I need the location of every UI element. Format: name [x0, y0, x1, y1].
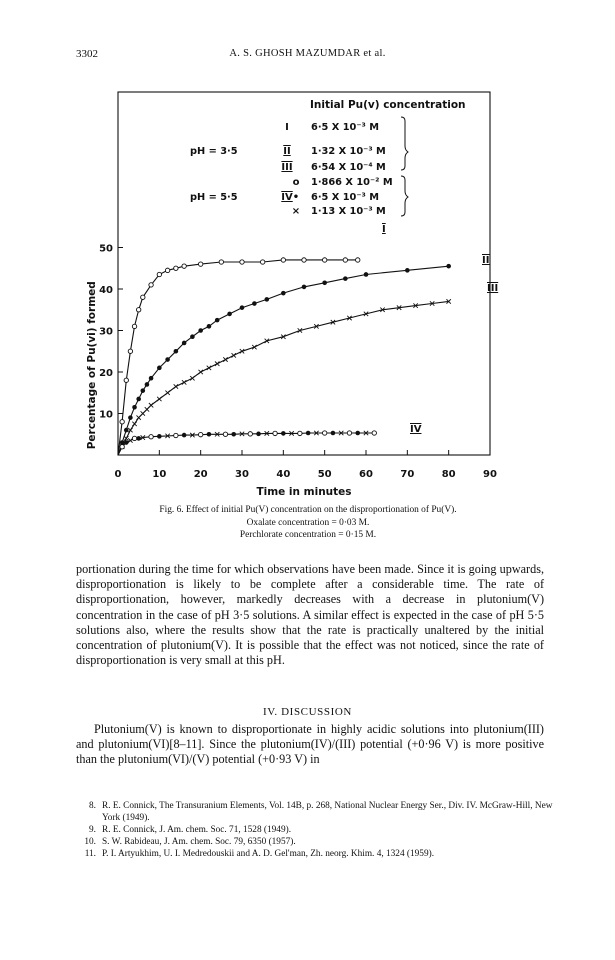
legend-brace: [401, 117, 408, 170]
reference-number: 9.: [89, 825, 96, 835]
data-point: [198, 262, 202, 266]
data-point: [141, 295, 145, 299]
data-point: [128, 349, 132, 353]
x-tick-label: 40: [276, 469, 291, 480]
data-point: [165, 391, 169, 395]
data-point: [248, 432, 252, 436]
legend-roman-numeral: I: [285, 122, 289, 133]
data-point: [347, 431, 351, 435]
data-point: [141, 388, 146, 393]
curve-label-II: II: [482, 255, 490, 266]
reference-text: S. W. Rabideau, J. Am. chem. Soc. 79, 6350 (1957).: [102, 837, 296, 847]
data-point: [124, 378, 128, 382]
data-point: [136, 415, 140, 419]
data-point: [207, 432, 212, 437]
data-point: [355, 431, 360, 436]
page-number: 3302: [76, 48, 98, 60]
data-point: [128, 415, 133, 420]
body-paragraph-1: portionation during the time for which observations have been made. Since it is going upwards, disproportionation is likely to be complete after a considerable time. The rate of disproportionation, however, markedly decreases with a decrease in plutonium(V) concentration in the case of pH 3·5 solutions. A similar effect is expected in the case of pH 5·5 solutions also, where the results show that the rate is practically unaltered by the initial concentration of plutonium(V). It is possible that the effect was not noticed, since the rate of disproportionation is very small at this pH.: [76, 562, 544, 668]
data-point: [227, 312, 232, 317]
figure-caption: [118, 504, 498, 542]
data-point: [260, 260, 264, 264]
data-point: [231, 432, 236, 437]
data-point: [157, 397, 161, 401]
data-point: [149, 435, 153, 439]
caption-line-2: Oxalate concentration = 0·03 M.: [246, 517, 370, 528]
x-axis-label: Time in minutes: [256, 486, 352, 498]
legend-marker: •: [292, 192, 300, 203]
reference-list: [76, 800, 556, 860]
y-tick-label: 30: [99, 326, 113, 338]
data-point: [302, 285, 307, 290]
y-tick-label: 10: [99, 409, 113, 421]
legend-ph-label: pH = 5·5: [190, 192, 238, 203]
data-point: [223, 432, 227, 436]
data-point: [322, 280, 327, 285]
reference-item: [76, 800, 556, 824]
data-point: [190, 334, 195, 339]
data-point: [372, 431, 376, 435]
x-tick-label: 20: [193, 469, 208, 480]
data-point: [356, 258, 360, 262]
data-point: [240, 305, 245, 310]
reference-number: 11.: [84, 849, 96, 859]
x-tick-label: 90: [483, 469, 497, 480]
data-point: [132, 422, 136, 426]
data-point: [322, 431, 326, 435]
data-point: [149, 376, 154, 381]
data-point: [182, 341, 187, 346]
data-point: [223, 357, 227, 361]
data-point: [190, 376, 194, 380]
data-point: [198, 328, 203, 333]
legend-marker: ×: [291, 206, 301, 217]
data-point: [149, 403, 153, 407]
curve-label-I: I: [382, 224, 386, 235]
data-point: [298, 431, 302, 435]
data-point: [446, 264, 451, 269]
body-paragraph-2: Plutonium(V) is known to disproportionate in highly acidic solutions into plutonium(III) and plutonium(VI)[8–11]. Since the plutonium(IV)/(III) potential (+0·96 V) is more positive than the plutonium(VI)/(V) potential (+0·93 V) in: [76, 722, 544, 767]
data-point: [240, 260, 244, 264]
y-tick-label: 50: [99, 243, 113, 255]
data-point: [124, 436, 128, 440]
data-point: [149, 283, 153, 287]
legend-title: Initial Pu(v) concentration: [310, 99, 466, 111]
data-point: [232, 353, 236, 357]
data-point: [145, 407, 149, 411]
data-point: [136, 436, 141, 441]
data-point: [273, 431, 277, 435]
x-tick-label: 80: [441, 469, 456, 480]
data-point: [198, 432, 202, 436]
data-point: [174, 266, 178, 270]
data-point: [281, 431, 286, 436]
data-point: [132, 436, 136, 440]
y-tick-label: 40: [99, 285, 113, 296]
data-point: [364, 272, 369, 277]
legend-brace: [401, 176, 408, 216]
data-point: [207, 324, 212, 329]
data-point: [132, 405, 137, 410]
curve-label-IV: IV: [410, 424, 422, 435]
data-point: [132, 324, 136, 328]
legend-concentration: 6·5 X 10⁻³ M: [311, 192, 379, 203]
data-point: [252, 301, 257, 306]
data-point: [215, 362, 219, 366]
x-tick-label: 30: [235, 469, 249, 480]
x-tick-label: 10: [152, 469, 167, 480]
legend-concentration: 6·54 X 10⁻⁴ M: [311, 162, 386, 173]
legend-roman-numeral: III: [281, 162, 293, 173]
data-point: [128, 428, 132, 432]
series-curve-I: [118, 260, 358, 455]
data-point: [215, 318, 220, 323]
y-axis-label: Percentage of Pu(vi) formed: [86, 281, 98, 450]
legend-concentration: 1·32 X 10⁻³ M: [311, 146, 386, 157]
reference-text: R. E. Connick, The Transuranium Elements, Vol. 14B, p. 268, National Nuclear Energy Ser., Div. IV. McGraw-Hill, New York (1949).: [102, 801, 553, 823]
data-point: [256, 432, 261, 437]
data-point: [136, 397, 141, 402]
running-head: A. S. GHOSH MAZUMDAR et al.: [229, 48, 386, 59]
data-point: [265, 297, 270, 302]
x-tick-label: 50: [317, 469, 332, 480]
legend-marker: o: [292, 177, 300, 188]
data-point: [207, 366, 211, 370]
data-point: [157, 272, 161, 276]
data-point: [145, 382, 150, 387]
reference-number: 8.: [89, 801, 96, 811]
data-point: [120, 420, 124, 424]
data-point: [136, 308, 140, 312]
data-point: [174, 349, 179, 354]
data-point: [141, 411, 145, 415]
caption-line-1: Fig. 6. Effect of initial Pu(V) concentration on the disproportionation of Pu(V).: [159, 505, 457, 515]
data-point: [405, 268, 410, 273]
data-point: [157, 434, 162, 439]
data-point: [157, 366, 162, 371]
legend-concentration: 1·13 X 10⁻³ M: [311, 206, 386, 217]
reference-item: [76, 824, 556, 836]
curve-label-III: III: [487, 283, 499, 294]
legend-ph-label: pH = 3·5: [190, 146, 238, 157]
x-tick-label: 60: [359, 469, 373, 480]
data-point: [182, 264, 186, 268]
data-point: [343, 276, 348, 281]
reference-text: P. I. Artyukhim, U. I. Medredouskii and A. D. Gel'man, Zh. neorg. Khim. 4, 1324 (1959).: [102, 849, 435, 859]
data-point: [124, 440, 129, 445]
x-tick-label: 0: [114, 469, 122, 480]
legend-concentration: 1·866 X 10⁻² M: [311, 177, 393, 188]
reference-text: R. E. Connick, J. Am. chem. Soc. 71, 1528 (1949).: [102, 825, 292, 835]
data-point: [219, 260, 223, 264]
data-point: [281, 258, 285, 262]
reference-item: [76, 848, 556, 860]
series-curve-IV: [118, 433, 374, 455]
y-tick-label: 20: [99, 368, 113, 379]
reference-item: [76, 836, 556, 848]
data-point: [343, 258, 347, 262]
data-point: [306, 431, 311, 436]
data-point: [182, 433, 187, 438]
section-heading: IV. DISCUSSION: [263, 706, 352, 718]
legend-concentration: 6·5 X 10⁻³ M: [311, 122, 379, 133]
caption-line-3: Perchlorate concentration = 0·15 M.: [239, 530, 377, 540]
legend-roman-numeral: IV: [281, 192, 293, 203]
data-point: [165, 357, 170, 362]
data-point: [174, 433, 178, 437]
data-point: [302, 258, 306, 262]
data-point: [124, 428, 129, 433]
data-point: [165, 268, 169, 272]
reference-number: 10.: [84, 837, 96, 847]
data-point: [322, 258, 326, 262]
data-point: [120, 445, 124, 449]
data-point: [182, 380, 186, 384]
x-tick-label: 70: [400, 469, 415, 480]
plot-frame: [118, 92, 490, 455]
data-point: [281, 291, 286, 296]
data-point: [174, 384, 178, 388]
data-point: [331, 431, 336, 436]
legend-roman-numeral: II: [283, 146, 291, 157]
data-point: [198, 370, 202, 374]
